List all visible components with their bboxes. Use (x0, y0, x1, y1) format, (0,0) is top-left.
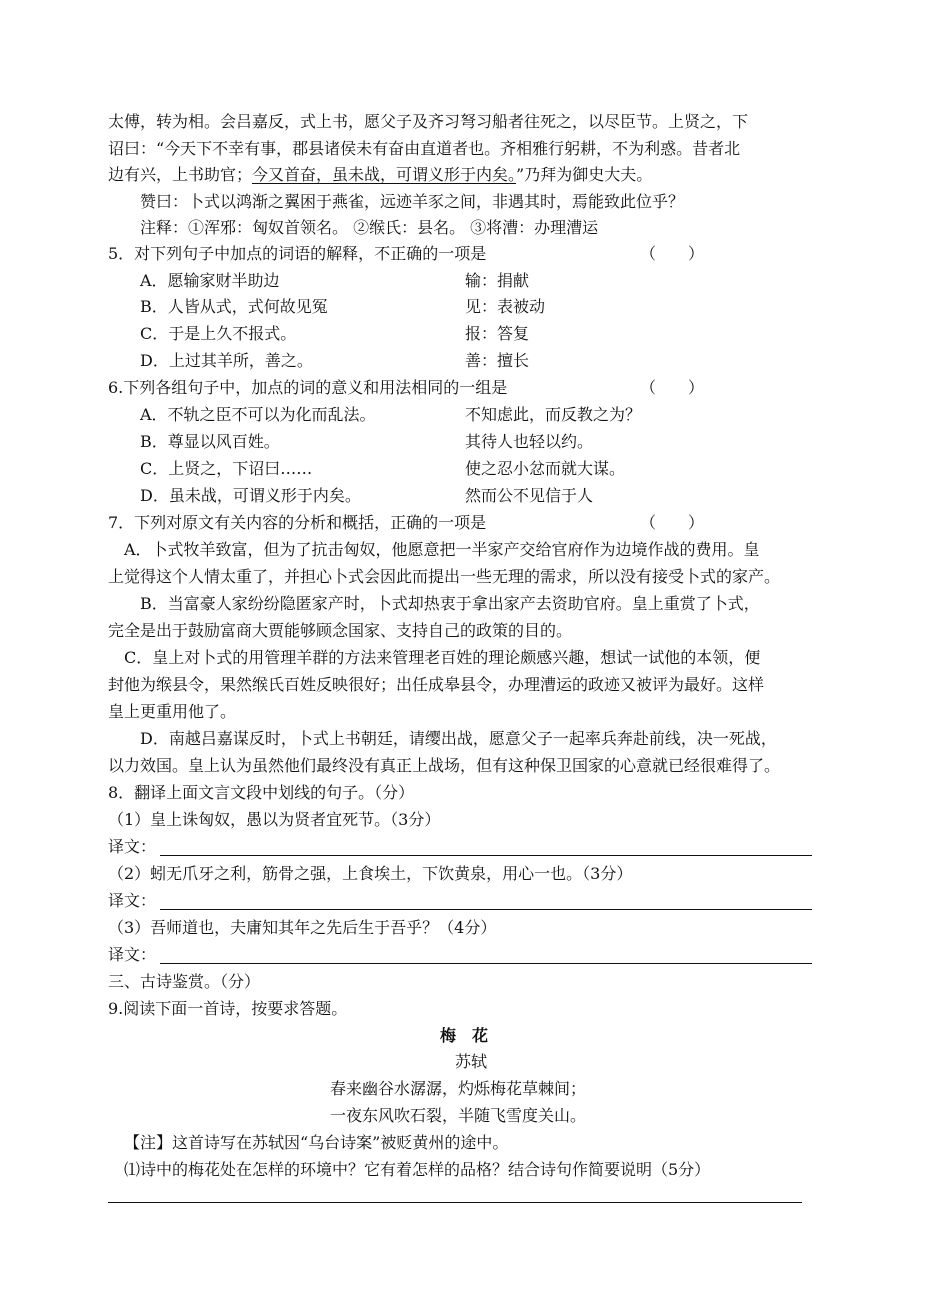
passage-line-3 (108, 165, 652, 185)
q8-sentence-1: （1）皇上诛匈奴，愚以为贤者宜死节。（3分） (108, 810, 441, 829)
q7-option-a-line-1: A．卜式牧羊致富，但为了抗击匈奴，他愿意把一半家产交给官府作为边境作战的费用。皇 (124, 540, 760, 559)
q9-stem: 9.阅读下面一首诗，按要求答题。 (108, 999, 348, 1018)
q6-option-b: B．尊显以风百姓。 (140, 432, 280, 451)
poem-line-2: 一夜东风吹石裂，半随飞雪度关山。 (330, 1106, 587, 1125)
q6-option-d: D．虽未战，可谓义形于内矣。 (140, 486, 361, 505)
q8-stem: 8．翻译上面文言文段中划线的句子。（分） (108, 783, 415, 802)
q5-option-c-def: 报：答复 (465, 324, 530, 343)
poem-title: 梅 花 (440, 1026, 489, 1045)
q6-option-d-2: 然而公不见信于人 (465, 486, 594, 505)
q5-stem-emphasis: 不正确 (374, 244, 423, 263)
q5-option-a-def: 输：捐献 (465, 271, 530, 290)
q8-sentence-3: （3）吾师道也，夫庸知其年之先后生于吾乎？（4分） (108, 918, 497, 937)
q7-option-c-line-2: 封他为缑县令，果然缑氏百姓反映很好；出任成皋县令，办理漕运的政迹又被评为最好。这样 (108, 675, 765, 694)
q8-answer-line-2[interactable] (160, 909, 812, 910)
q8-yiwen-1-label: 译文： (108, 837, 157, 856)
q8-answer-line-3[interactable] (160, 963, 812, 964)
underlined-sentence: 今又首奋，虽未战，可谓义形于内矣。 (252, 165, 517, 184)
q8-yiwen-2-label: 译文： (108, 891, 157, 910)
q5-stem-c: 的一项是 (422, 244, 487, 263)
q5-stem (108, 244, 486, 264)
q7-answer-paren: （ ） (640, 513, 705, 532)
q8-answer-line-1[interactable] (160, 855, 812, 856)
passage-notes: 注释：①浑邪：匈奴首领名。 ②缑氏：县名。 ③将漕：办理漕运 (140, 218, 599, 237)
passage-line-3a: 边有兴，上书助官； (108, 165, 253, 184)
q5-option-b: B．人皆从式，式何故见冤 (140, 297, 328, 316)
q9-subquestion-1: ⑴诗中的梅花处在怎样的环境中？它有着怎样的品格？结合诗句作简要说明（5分） (124, 1160, 711, 1179)
q7-option-d-line-2: 以力效国。皇上认为虽然他们最终没有真正上战场，但有这种保卫国家的心意就已经很难得了。 (108, 756, 781, 775)
q5-option-b-def: 见：表被动 (465, 297, 546, 316)
q5-answer-paren: （ ） (640, 244, 705, 263)
q7-option-a-line-2: 上觉得这个人情太重了，并担心卜式会因此而提出一些无理的需求，所以没有接受卜式的家产。 (108, 567, 781, 586)
passage-line-1: 太傅，转为相。会吕嘉反，式上书，愿父子及齐习弩习船者往死之，以尽臣节。上贤之，下 (108, 112, 749, 131)
q5-stem-a: 5．对下列句子中加点的词语的解释， (108, 244, 375, 263)
q8-sentence-2: （2）蚓无爪牙之利，筋骨之强，上食埃土，下饮黄泉，用心一也。（3分） (108, 864, 633, 883)
q5-option-d-def: 善：擅长 (465, 351, 530, 370)
q5-option-a: A．愿输家财半助边 (140, 271, 280, 290)
q6-option-b-2: 其待人也轻以约。 (465, 432, 594, 451)
passage-line-2: 诏曰：“今天下不幸有事，郡县诸侯未有奋由直道者也。齐相雅行躬耕，不为利惑。昔者北 (108, 139, 741, 158)
passage-zan: 赞曰：卜式以鸿渐之翼困于燕雀，远迹羊豕之间，非遇其时，焉能致此位乎？ (140, 192, 685, 211)
section-3-heading: 三、古诗鉴赏。（分） (108, 972, 261, 991)
q7-option-d-line-1: D．南越吕嘉谋反时，卜式上书朝廷，请缨出战，愿意父子一起率兵奔赴前线，决一死战， (140, 729, 777, 748)
q8-yiwen-3-label: 译文： (108, 945, 157, 964)
q7-option-b-line-2: 完全是出于鼓励富商大贾能够顾念国家、支持自己的政策的目的。 (108, 621, 573, 640)
q7-option-b-line-1: B．当富豪人家纷纷隐匿家产时，卜式却热衷于拿出家产去资助官府。皇上重赏了卜式， (140, 594, 760, 613)
q7-option-c-line-1: C．皇上对卜式的用管理羊群的方法来管理老百姓的理论颇感兴趣，想试一试他的本领，便 (124, 648, 761, 667)
q7-stem: 7．下列对原文有关内容的分析和概括，正确的一项是 (108, 513, 487, 532)
q6-option-a: A．不轨之臣不可以为化而乱法。 (140, 405, 376, 424)
q9-answer-line[interactable] (108, 1202, 802, 1203)
poem-line-1: 春来幽谷水潺潺，灼烁梅花草棘间； (330, 1079, 587, 1098)
q6-answer-paren: （ ） (640, 378, 705, 397)
q5-option-c: C．于是上久不报式。 (140, 324, 297, 343)
q6-option-a-2: 不知虑此，而反教之为？ (465, 405, 642, 424)
passage-line-3b: ”乃拜为御史大夫。 (516, 165, 653, 184)
poem-note: 【注】这首诗写在苏轼因“乌台诗案”被贬黄州的途中。 (124, 1133, 509, 1152)
q6-option-c: C．上贤之，下诏曰…… (140, 459, 313, 478)
q5-option-d: D．上过其羊所，善之。 (140, 351, 313, 370)
q6-stem: 6.下列各组句子中，加点的词的意义和用法相同的一组是 (108, 378, 508, 397)
q7-option-c-line-3: 皇上更重用他了。 (108, 702, 237, 721)
poem-author: 苏轼 (455, 1052, 488, 1071)
q6-option-c-2: 使之忍小忿而就大谋。 (465, 459, 626, 478)
